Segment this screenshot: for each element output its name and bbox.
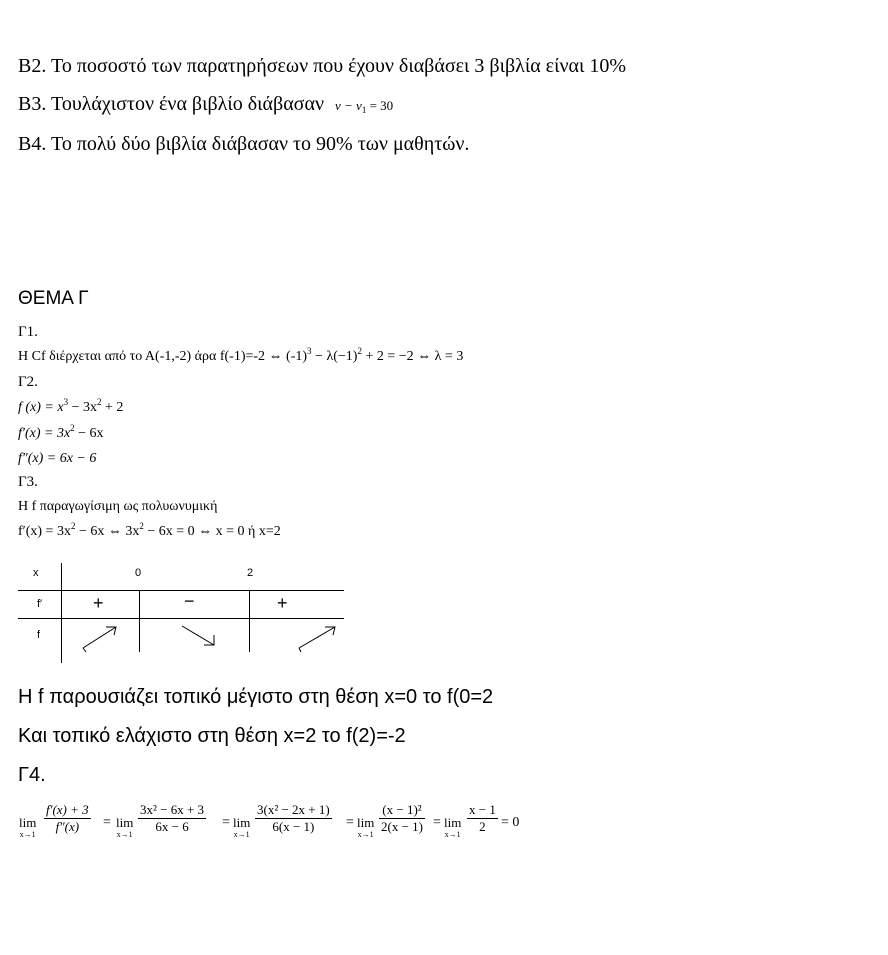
b3-formula-lhs: ν − ν [335, 98, 362, 113]
g2-f-lhs: f (x) = x [18, 400, 64, 415]
lim-sub: x→1 [444, 830, 461, 839]
g3-eq-a: f′(x) = 3x [18, 524, 71, 539]
g2-f-exp1: 3 [63, 397, 69, 407]
table-x-value-2: 2 [247, 567, 254, 579]
g2-label: Γ2. [18, 374, 38, 390]
increasing-arrow-icon [294, 623, 340, 653]
g2-fp-lhs: f′(x) = 3x [18, 426, 71, 441]
table-divider-col1 [139, 590, 140, 652]
lim-word: lim [116, 815, 134, 830]
g3-text: Η f παραγωγίσιμη ως πολυωνυμική [18, 499, 218, 514]
lim-sub: x→1 [233, 830, 250, 839]
fraction-5-den: 2 [479, 819, 486, 834]
fraction-3 [255, 802, 332, 835]
g1-eq-exp: 3 [307, 346, 312, 356]
b3-formula [335, 98, 393, 113]
b3-statement [18, 93, 393, 116]
increasing-arrow-icon [78, 623, 122, 653]
fraction-4-den: 2(x − 1) [381, 819, 423, 834]
g2-f-end: + 2 [101, 400, 124, 415]
lim-word: lim [444, 815, 462, 830]
g1-text: Η Cf διέρχεται από το Α(-1,-2) άρα f(-1)=-2 ⇔ [18, 349, 287, 364]
lim-word: lim [19, 815, 37, 830]
g2-fp-end: − 6x [74, 426, 104, 441]
table-fprime-sign-1: + [93, 593, 104, 613]
g3-label: Γ3. [18, 474, 38, 490]
theme-heading: ΘΕΜΑ Γ [18, 288, 89, 309]
fraction-5 [467, 802, 498, 835]
g2-second-derivative [18, 451, 96, 467]
lim-sub: x→1 [116, 830, 133, 839]
lim-sub: x→1 [19, 830, 36, 839]
fraction-2 [138, 802, 206, 835]
limit-result: = 0 [501, 815, 520, 830]
fraction-1-num: f′(x) + 3 [46, 802, 89, 817]
g3-eq-exp2: 2 [139, 521, 144, 531]
g2-f-exp2: 2 [97, 397, 102, 407]
g4-label: Γ4. [18, 764, 46, 786]
lim-4 [357, 815, 374, 839]
g1-eq-base: (-1) [286, 349, 308, 364]
table-divider-top [18, 590, 344, 591]
fraction-4-num: (x − 1)² [379, 802, 425, 819]
lim-5 [444, 815, 461, 839]
table-fprime-label: f′ [37, 598, 43, 610]
table-x-value-0: 0 [135, 567, 142, 579]
g1-eq-mid: − λ(−1) [311, 349, 358, 364]
b3-formula-sub: 1 [361, 105, 367, 115]
equals-3: = [346, 815, 354, 830]
fraction-3-num: 3(x² − 2x + 1) [257, 802, 330, 817]
lim-1 [19, 815, 36, 839]
lim-sub: x→1 [357, 830, 374, 839]
lim-word: lim [233, 815, 251, 830]
g3-eq-b: − 6x ⇔ 3x [75, 524, 140, 539]
g2-fpp: f″(x) = 6x − 6 [18, 451, 97, 466]
table-f-label: f [37, 629, 41, 641]
equals-2: = [222, 815, 230, 830]
equals-4: = [433, 815, 441, 830]
fraction-5-num: x − 1 [469, 802, 496, 817]
table-divider-mid [18, 618, 344, 619]
equals-1: = [103, 815, 111, 830]
g1-label: Γ1. [18, 324, 38, 340]
table-fprime-sign-3: + [277, 593, 288, 613]
local-minimum-statement: Και τοπικό ελάχιστο στη θέση x=2 το f(2)=-2 [18, 725, 406, 747]
table-fprime-sign-2: − [184, 591, 195, 611]
local-maximum-statement: Η f παρουσιάζει τοπικό μέγιστο στη θέση x=0 το f(0=2 [18, 686, 494, 708]
fraction-2-num: 3x² − 6x + 3 [140, 802, 205, 817]
fraction-1 [44, 802, 91, 835]
table-divider-col2 [249, 590, 250, 652]
g1-eq-end: + 2 = −2 ⇔ λ = 3 [361, 349, 464, 364]
g2-f-definition [18, 397, 124, 416]
g1-eq-exp2: 2 [357, 346, 362, 356]
b2-statement: Β2. Το ποσοστό των παρατηρήσεων που έχουν διαβάσει 3 βιβλία είναι 10% [18, 55, 627, 77]
lim-3 [233, 815, 250, 839]
table-x-label: x [33, 567, 39, 579]
g3-eq-exp1: 2 [70, 521, 76, 531]
b3-formula-rhs: = 30 [366, 98, 394, 113]
b3-text: Β3. Τουλάχιστον ένα βιβλίο διάβασαν [18, 93, 324, 115]
b4-statement: Β4. Το πολύ δύο βιβλία διάβασαν το 90% των μαθητών. [18, 133, 470, 155]
fraction-2-den: 6x − 6 [155, 819, 189, 834]
variation-table [18, 563, 344, 663]
g2-first-derivative [18, 423, 104, 442]
lim-word: lim [357, 815, 375, 830]
table-divider-left [61, 563, 62, 663]
fraction-4 [379, 802, 425, 835]
g2-f-mid: − 3x [68, 400, 97, 415]
decreasing-arrow-icon [178, 623, 222, 653]
g1-equation [18, 346, 464, 365]
g2-fp-exp: 2 [70, 423, 75, 433]
fraction-1-den: f″(x) [55, 819, 80, 834]
g3-eq-c: − 6x = 0 ⇔ x = 0 ή x=2 [143, 524, 281, 539]
g3-equation [18, 521, 281, 540]
lim-2 [116, 815, 133, 839]
fraction-3-den: 6(x − 1) [272, 819, 315, 834]
